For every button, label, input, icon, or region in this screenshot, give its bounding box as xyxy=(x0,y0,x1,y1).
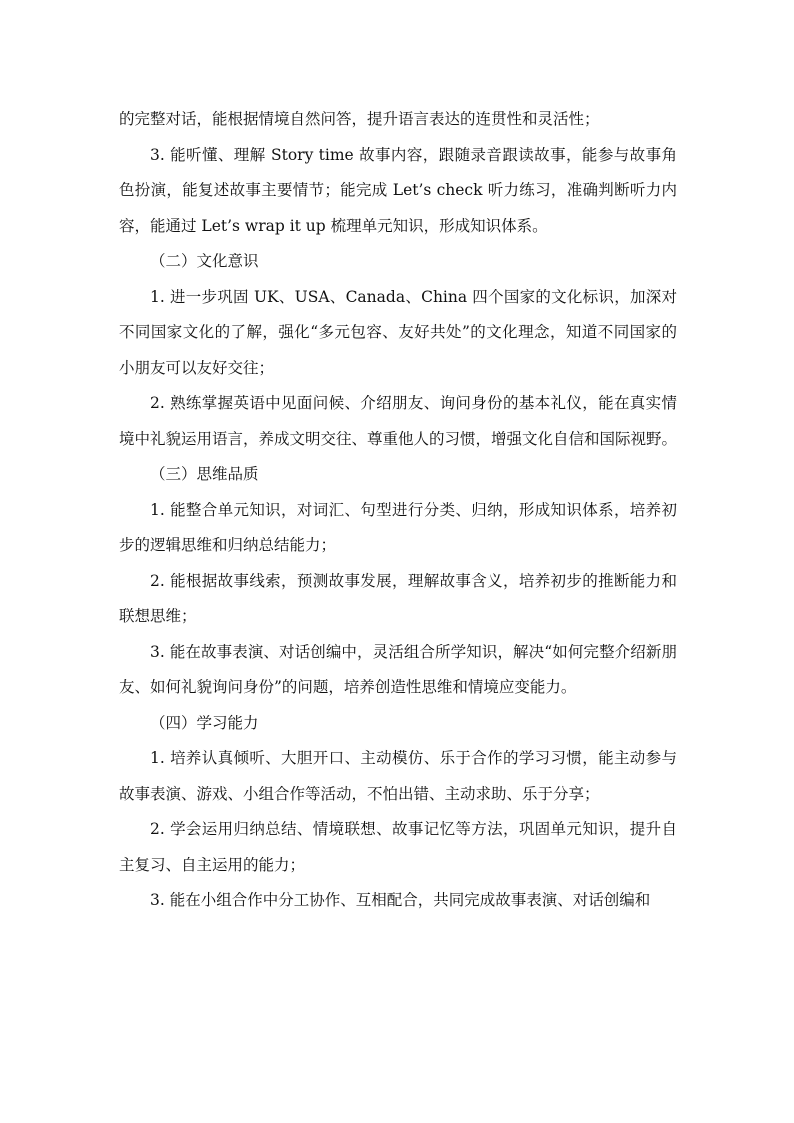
objective-item: 2. 能根据故事线索，预测故事发展，理解故事含义，培养初步的推断能力和联想思维； xyxy=(119,571,677,625)
objective-item: 2. 熟练掌握英语中见面问候、介绍朋友、询问身份的基本礼仪，能在真实情境中礼貌运用语言，养成文明交往、尊重他人的习惯，增强文化自信和国际视野。 xyxy=(119,394,678,448)
section-heading-cultural-awareness: （二）文化意识 xyxy=(150,252,259,270)
objective-item: 2. 学会运用归纳总结、情境联想、故事记忆等方法，巩固单元知识，提升自主复习、自主运用的能力； xyxy=(119,820,677,874)
objective-item: 3. 能在故事表演、对话创编中，灵活组合所学知识，解决“如何完整介绍新朋友、如何礼貌询问身份”的问题，培养创造性思维和情境应变能力。 xyxy=(119,642,677,696)
paragraph-continuation: 的完整对话，能根据情境自然问答，提升语言表达的连贯性和灵活性； xyxy=(119,110,600,128)
section-heading-learning-ability: （四）学习能力 xyxy=(150,713,259,732)
objective-item: 1. 进一步巩固 UK、USA、Canada、China 四个国家的文化标识，加深对不同国家文化的了解，强化“多元包容、友好共处”的文化理念，知道不同国家的小朋友可以友好交往； xyxy=(119,287,677,377)
objective-item: 1. 能整合单元知识，对词汇、句型进行分类、归纳，形成知识体系，培养初步的逻辑思维和归纳总结能力； xyxy=(119,500,677,554)
objective-item: 3. 能听懂、理解 Story time 故事内容，跟随录音跟读故事，能参与故事角色扮演，能复述故事主要情节；能完成 Let’s check 听力练习，准确判断听力内容，能通过 Let’s wrap it up 梳理单元知识，形成知识体系。 xyxy=(119,145,677,235)
objective-item: 1. 培养认真倾听、大胆开口、主动模仿、乐于合作的学习习惯，能主动参与故事表演、游戏、小组合作等活动，不怕出错、主动求助、乐于分享； xyxy=(119,749,677,803)
section-heading-thinking-quality: （三）思维品质 xyxy=(150,465,259,483)
objective-item: 3. 能在小组合作中分工协作、互相配合，共同完成故事表演、对话创编和 xyxy=(150,891,651,909)
document-page xyxy=(119,102,677,919)
